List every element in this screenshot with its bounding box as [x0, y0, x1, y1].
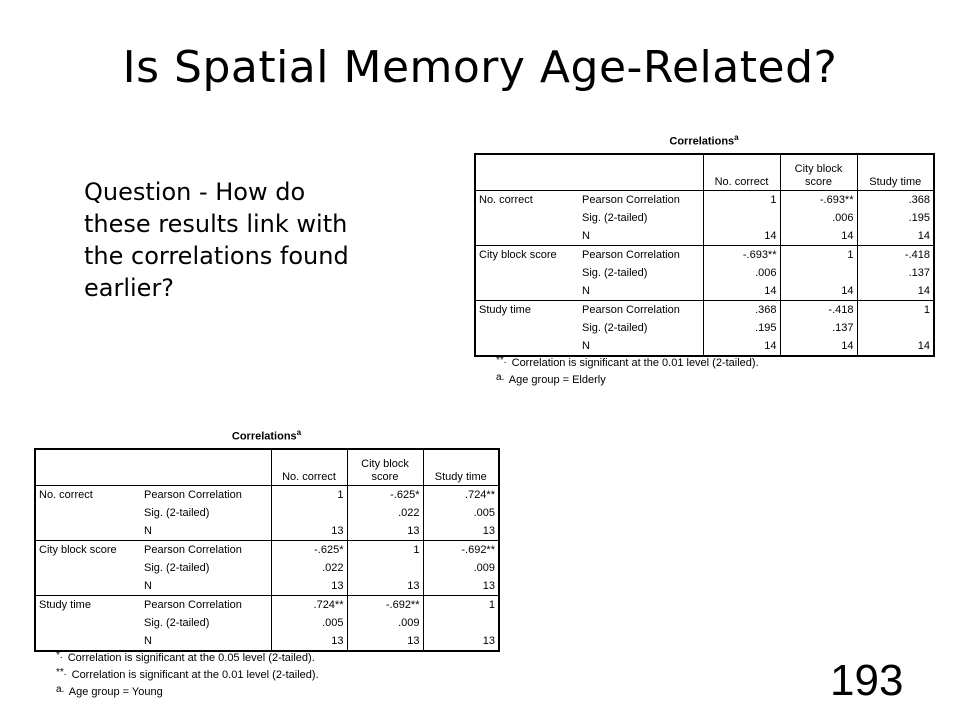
- footnote-text: Correlation is significant at the 0.05 level (2-tailed).: [67, 652, 315, 664]
- correlation-value-cell: .724**: [271, 595, 347, 614]
- correlation-value-cell: -.418: [780, 300, 857, 319]
- table-row: [475, 264, 934, 282]
- row-statistic-label: Sig. (2-tailed): [144, 561, 210, 574]
- column-header: Study time: [857, 154, 934, 190]
- column-header: City block score: [780, 154, 857, 190]
- correlation-value-cell: [423, 614, 499, 632]
- row-variable-label: [35, 504, 141, 522]
- row-variable-label: [475, 337, 579, 356]
- correlation-value-cell: -.625*: [271, 540, 347, 559]
- column-header: No. correct: [703, 154, 780, 190]
- row-variable-label: Study time: [39, 598, 91, 611]
- table-footnote: [496, 357, 759, 369]
- row-variable-label: City block score: [39, 543, 117, 556]
- table-row: [35, 559, 499, 577]
- caption-footnote-mark: a: [734, 133, 739, 142]
- header-blank-cell: [579, 154, 703, 190]
- footnote-text: Age group = Elderly: [508, 374, 606, 386]
- row-statistic-label: Pearson Correlation: [582, 303, 680, 316]
- table-row: [35, 540, 499, 559]
- row-statistic-label: Sig. (2-tailed): [144, 616, 210, 629]
- correlation-value-cell: 1: [423, 595, 499, 614]
- row-variable-label: [475, 282, 579, 301]
- correlation-value-cell: .006: [703, 264, 780, 282]
- correlation-value-cell: .022: [271, 559, 347, 577]
- correlation-value-cell: 14: [703, 227, 780, 246]
- correlation-value-cell: .137: [857, 264, 934, 282]
- table-footnote: [56, 669, 319, 681]
- footnote-mark: **.: [56, 667, 67, 678]
- question-text: Question - How do these results link with the correlations found earlier?: [84, 178, 349, 302]
- column-header: Study time: [423, 449, 499, 485]
- header-row: [35, 449, 499, 485]
- row-statistic-label: Sig. (2-tailed): [582, 321, 648, 334]
- header-blank-cell: [35, 449, 141, 485]
- table-row: [475, 190, 934, 209]
- caption-footnote-mark: a: [296, 428, 302, 437]
- correlations-table-young: [34, 428, 499, 713]
- correlation-value-cell: 14: [780, 337, 857, 356]
- row-statistic-label: Sig. (2-tailed): [582, 266, 648, 279]
- correlation-value-cell: -.693**: [780, 190, 857, 209]
- row-variable-label: Study time: [479, 303, 531, 316]
- row-statistic-label: N: [141, 632, 271, 651]
- correlation-value-cell: 14: [703, 282, 780, 301]
- row-statistic-label: Sig. (2-tailed): [582, 211, 648, 224]
- table-row: [35, 485, 499, 504]
- table-footnote: [56, 652, 315, 664]
- correlation-value-cell: 13: [271, 632, 347, 651]
- row-statistic-label: N: [141, 577, 271, 596]
- correlations-table-elderly: [474, 133, 934, 393]
- caption-text: Correlations: [669, 135, 735, 148]
- header-blank-cell: [141, 449, 271, 485]
- correlation-value-cell: .005: [271, 614, 347, 632]
- correlation-value-cell: 1: [271, 485, 347, 504]
- correlation-value-cell: 13: [423, 522, 499, 541]
- table-row: [35, 522, 499, 541]
- row-statistic-label: Pearson Correlation: [582, 248, 680, 261]
- table-row: [35, 595, 499, 614]
- correlation-value-cell: 13: [271, 577, 347, 596]
- row-variable-label: [475, 264, 579, 282]
- column-header: No. correct: [271, 449, 347, 485]
- correlation-value-cell: 1: [857, 300, 934, 319]
- row-statistic-label: Pearson Correlation: [144, 598, 242, 611]
- correlation-value-cell: .009: [423, 559, 499, 577]
- footnote-text: Age group = Young: [68, 686, 163, 698]
- correlation-value-cell: .724**: [423, 485, 499, 504]
- footnote-text: Correlation is significant at the 0.01 level (2-tailed).: [511, 357, 759, 369]
- table-caption: [474, 133, 934, 148]
- row-variable-label: No. correct: [39, 488, 93, 501]
- footnote-mark: **.: [496, 355, 507, 366]
- table-row: [475, 337, 934, 356]
- correlation-value-cell: .005: [423, 504, 499, 522]
- footnote-mark: *.: [56, 650, 63, 661]
- table-row: [475, 209, 934, 227]
- correlation-value-cell: .195: [703, 319, 780, 337]
- correlation-value-cell: [703, 209, 780, 227]
- correlation-value-cell: 14: [857, 337, 934, 356]
- row-statistic-label: Pearson Correlation: [144, 488, 242, 501]
- row-statistic-label: N: [579, 337, 703, 356]
- page-number: 193: [830, 656, 904, 705]
- correlation-value-cell: [271, 504, 347, 522]
- row-statistic-label: N: [579, 282, 703, 301]
- correlation-value-cell: .368: [857, 190, 934, 209]
- row-variable-label: [35, 577, 141, 596]
- slide-title: Is Spatial Memory Age-Related?: [122, 42, 838, 93]
- correlations-grid: [474, 153, 935, 357]
- correlation-value-cell: .195: [857, 209, 934, 227]
- row-statistic-label: N: [579, 227, 703, 246]
- column-header: City block score: [347, 449, 423, 485]
- row-variable-label: [35, 522, 141, 541]
- correlation-value-cell: -.418: [857, 245, 934, 264]
- correlation-value-cell: 14: [857, 282, 934, 301]
- correlation-value-cell: .006: [780, 209, 857, 227]
- correlation-value-cell: 13: [347, 577, 423, 596]
- correlation-value-cell: [780, 264, 857, 282]
- correlations-grid: [34, 448, 500, 652]
- row-variable-label: [35, 632, 141, 651]
- row-variable-label: [475, 319, 579, 337]
- table-row: [35, 504, 499, 522]
- row-variable-label: [475, 209, 579, 227]
- row-statistic-label: N: [141, 522, 271, 541]
- correlation-value-cell: -.692**: [347, 595, 423, 614]
- row-variable-label: [475, 227, 579, 246]
- correlation-value-cell: 1: [347, 540, 423, 559]
- correlation-value-cell: 1: [703, 190, 780, 209]
- correlation-value-cell: .368: [703, 300, 780, 319]
- correlation-value-cell: [347, 559, 423, 577]
- correlation-value-cell: 13: [347, 522, 423, 541]
- footnote-text: Correlation is significant at the 0.01 level (2-tailed).: [71, 669, 319, 681]
- row-statistic-label: Pearson Correlation: [144, 543, 242, 556]
- footnote-mark: a.: [56, 684, 65, 695]
- correlation-value-cell: .009: [347, 614, 423, 632]
- correlation-value-cell: 13: [347, 632, 423, 651]
- correlation-value-cell: 13: [423, 632, 499, 651]
- caption-text: Correlations: [231, 430, 297, 443]
- table-row: [475, 282, 934, 301]
- row-statistic-label: Sig. (2-tailed): [144, 506, 210, 519]
- correlation-value-cell: 14: [703, 337, 780, 356]
- correlation-value-cell: -.692**: [423, 540, 499, 559]
- table-row: [475, 300, 934, 319]
- header-row: [475, 154, 934, 190]
- header-blank-cell: [475, 154, 579, 190]
- correlation-value-cell: .137: [780, 319, 857, 337]
- table-row: [475, 319, 934, 337]
- correlation-value-cell: -.693**: [703, 245, 780, 264]
- correlation-value-cell: 14: [857, 227, 934, 246]
- correlation-value-cell: 1: [780, 245, 857, 264]
- footnote-mark: a.: [496, 372, 505, 383]
- table-caption: [34, 428, 499, 443]
- correlation-value-cell: 13: [423, 577, 499, 596]
- row-variable-label: City block score: [479, 248, 557, 261]
- row-variable-label: No. correct: [479, 193, 533, 206]
- correlation-value-cell: .022: [347, 504, 423, 522]
- table-footnote: [496, 374, 606, 386]
- table-row: [475, 245, 934, 264]
- correlation-value-cell: 14: [780, 227, 857, 246]
- table-footnote: [56, 686, 163, 698]
- table-row: [35, 614, 499, 632]
- correlation-value-cell: -.625*: [347, 485, 423, 504]
- correlation-value-cell: 13: [271, 522, 347, 541]
- table-row: [35, 632, 499, 651]
- correlation-value-cell: [857, 319, 934, 337]
- table-row: [475, 227, 934, 246]
- correlation-value-cell: 14: [780, 282, 857, 301]
- row-statistic-label: Pearson Correlation: [582, 193, 680, 206]
- row-variable-label: [35, 559, 141, 577]
- table-row: [35, 577, 499, 596]
- row-variable-label: [35, 614, 141, 632]
